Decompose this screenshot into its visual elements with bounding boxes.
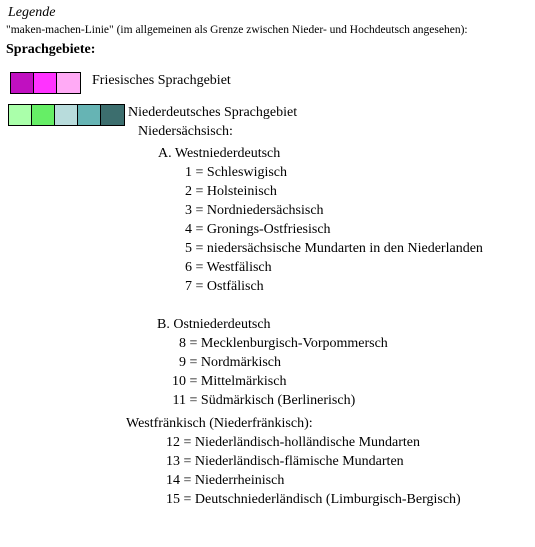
list-item: 7 = Ostfälisch [185,279,264,294]
lowgerman-label: Niederdeutsches Sprachgebiet [128,105,298,120]
frisian-swatch-2 [34,73,57,93]
lowgerman-swatch-4 [78,105,101,125]
list-item: 8 = Mecklenburgisch-Vorpommersch [179,336,388,351]
list-item: 1 = Schleswigisch [185,165,288,180]
list-item: 9 = Nordmärkisch [179,355,281,370]
east-heading: B. Ostniederdeutsch [157,317,271,332]
frisian-swatch-row [10,72,81,94]
lowgerman-swatch-3 [55,105,78,125]
areas-heading: Sprachgebiete: [6,42,96,57]
frisian-label: Friesisches Sprachgebiet [92,73,231,88]
list-item: 2 = Holsteinisch [185,184,277,199]
legend-title: Legende [8,5,56,20]
list-item: 11 = Südmärkisch (Berlinerisch) [172,393,356,408]
list-item: 10 = Mittelmärkisch [172,374,287,389]
lowfranconian-heading: Westfränkisch (Niederfränkisch): [126,416,313,431]
lowgerman-swatch-1 [9,105,32,125]
frisian-swatch-3 [57,73,80,93]
lowgerman-swatch-2 [32,105,55,125]
list-item: 5 = niedersächsische Mundarten in den Niederlanden [185,241,483,256]
list-item: 15 = Deutschniederländisch (Limburgisch-Bergisch) [166,492,461,507]
lowsaxon-heading: Niedersächsisch: [138,124,233,139]
list-item: 14 = Niederrheinisch [166,473,285,488]
list-item: 4 = Gronings-Ostfriesisch [185,222,331,237]
lowgerman-swatch-5 [101,105,124,125]
frisian-swatch-1 [11,73,34,93]
west-heading: A. Westniederdeutsch [158,146,281,161]
list-item: 6 = Westfälisch [185,260,272,275]
list-item: 3 = Nordniedersächsisch [185,203,324,218]
list-item: 12 = Niederländisch-holländische Mundarten [166,435,420,450]
lowgerman-swatch-row [8,104,125,126]
list-item: 13 = Niederländisch-flämische Mundarten [166,454,404,469]
legend-subtitle: "maken-machen-Linie" (im allgemeinen als Grenze zwischen Nieder- und Hochdeutsch angesehen): [6,24,468,36]
